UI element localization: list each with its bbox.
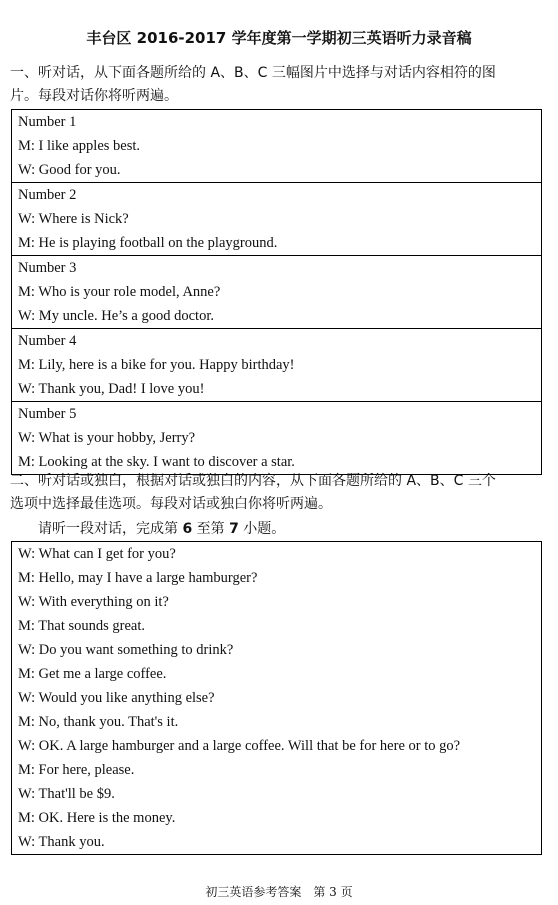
dialogue-line: M: OK. Here is the money. — [18, 810, 176, 826]
dialogue-line: M: Who is your role model, Anne? — [18, 284, 221, 300]
dialogue-line: W: Do you want something to drink? — [18, 642, 234, 658]
section1-heading — [10, 62, 546, 108]
instruction-text: 请听一段对话，完成第 — [38, 521, 183, 537]
dialogue-line: W: Thank you, Dad! I love you! — [18, 381, 205, 397]
dialogue-line: W: Thank you. — [18, 834, 105, 850]
dialogue-number: Number 4 — [18, 333, 77, 349]
dialogue-line: M: Hello, may I have a large hamburger? — [18, 570, 258, 586]
dialogue-line: W: My uncle. He’s a good doctor. — [18, 308, 214, 324]
dialogue-line: M: He is playing football on the playground. — [18, 235, 278, 251]
instruction-text: 小题。 — [238, 521, 286, 537]
dialogue-number: Number 3 — [18, 260, 77, 276]
dialogue-number: Number 5 — [18, 406, 77, 422]
section2-heading — [10, 470, 546, 516]
question-number-start: 6 — [182, 521, 193, 537]
instruction-text: 至第 — [192, 521, 230, 537]
section1-heading-line1: 一、听对话，从下面各题所给的 A、B、C 三幅图片中选择与对话内容相符的图 — [10, 65, 496, 81]
dialogue-number: Number 2 — [18, 187, 77, 203]
dialogue-4 — [12, 329, 541, 402]
section2-instruction — [38, 519, 538, 539]
dialogue-5 — [12, 402, 541, 474]
section1-heading-line2: 片。每段对话你将听两遍。 — [10, 88, 178, 104]
dialogue-line: M: For here, please. — [18, 762, 135, 778]
section2-heading-line1: 二、听对话或独白，根据对话或独白的内容，从下面各题所给的 A、B、C 三个 — [10, 473, 496, 489]
dialogue-line: W: What is your hobby, Jerry? — [18, 430, 196, 446]
dialogue-line: M: I like apples best. — [18, 138, 141, 154]
dialogue-number: Number 1 — [18, 114, 77, 130]
dialogue-line: W: Where is Nick? — [18, 211, 129, 227]
section1-transcript-box — [11, 109, 542, 475]
page-title: 丰台区 2016-2017 学年度第一学期初三英语听力录音稿 — [86, 29, 472, 47]
section2-heading-line2: 选项中选择最佳选项。每段对话或独白你将听两遍。 — [10, 496, 332, 512]
dialogue-line: M: Get me a large coffee. — [18, 666, 167, 682]
dialogue-line: W: What can I get for you? — [18, 546, 176, 562]
section2-transcript-box — [11, 541, 542, 855]
question-number-end: 7 — [229, 521, 239, 537]
dialogue-line: M: That sounds great. — [18, 618, 145, 634]
dialogue-3 — [12, 256, 541, 329]
dialogue-line: M: Looking at the sky. I want to discover a star. — [18, 454, 295, 470]
dialogue-line: W: Good for you. — [18, 162, 121, 178]
dialogue-line: M: No, thank you. That's it. — [18, 714, 179, 730]
dialogue-line: W: With everything on it? — [18, 594, 169, 610]
dialogue-line: M: Lily, here is a bike for you. Happy birthday! — [18, 357, 295, 373]
page-footer: 初三英语参考答案 第 3 页 — [205, 885, 353, 899]
dialogue-line: W: Would you like anything else? — [18, 690, 215, 706]
dialogue-line: W: OK. A large hamburger and a large coffee. Will that be for here or to go? — [18, 738, 461, 754]
dialogue-1 — [12, 110, 541, 183]
dialogue-line: W: That'll be $9. — [18, 786, 115, 802]
dialogue-2 — [12, 183, 541, 256]
